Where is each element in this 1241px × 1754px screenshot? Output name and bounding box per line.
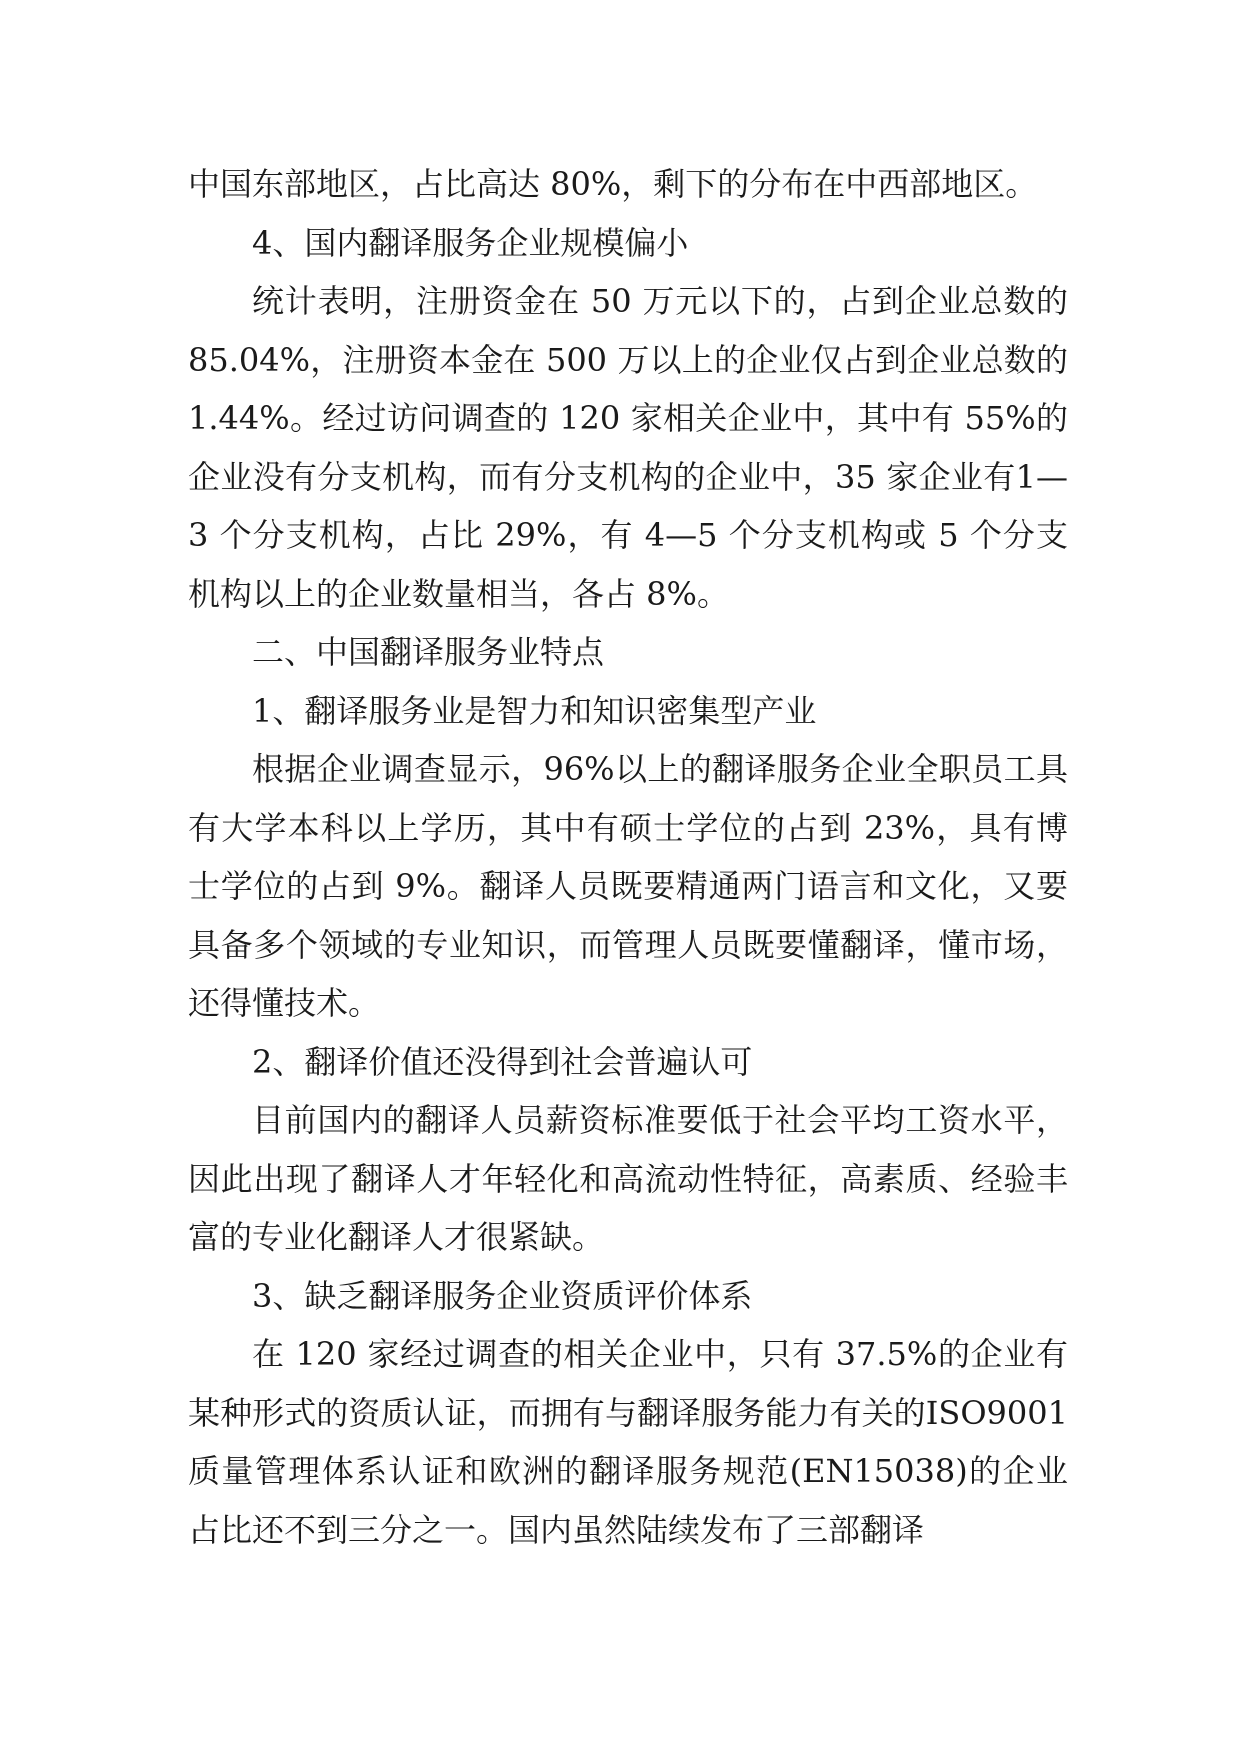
section-heading-scale: 4、国内翻译服务企业规模偏小 [252,223,689,262]
paragraph-region-distribution: 中国东部地区，占比高达 80%，剩下的分布在中西部地区。 [188,165,1038,203]
subsection-heading-qualification: 3、缺乏翻译服务企业资质评价体系 [252,1276,753,1315]
section-heading-characteristics: 二、中国翻译服务业特点 [252,633,605,671]
document-body [188,155,1068,1559]
subsection-heading-knowledge-intensive: 1、翻译服务业是智力和知识密集型产业 [252,691,817,730]
subsection-heading-value-recognition: 2、翻译价值还没得到社会普遍认可 [252,1042,753,1081]
paragraph-salary-levels: 目前国内的翻译人员薪资标准要低于社会平均工资水平，因此出现了翻译人才年轻化和高流动性特征，高素质、经验丰富的专业化翻译人才很紧缺。 [188,1101,1068,1256]
paragraph-scale-statistics: 统计表明，注册资金在 50 万元以下的，占到企业总数的 85.04%，注册资本金在 500 万以上的企业仅占到企业总数的 1.44%。经过访问调查的 120 家相关企业中，其中有 55%的企业没有分支机构，而有分支机构的企业中，35 家企业有1—3 个分支机构，占比 29%，有 4—5 个分支机构或 5 个分支机构以上的企业数量相当，各占 8%。 [188,282,1068,613]
paragraph-education-levels: 根据企业调查显示，96%以上的翻译服务企业全职员工具有大学本科以上学历，其中有硕士学位的占到 23%，具有博士学位的占到 9%。翻译人员既要精通两门语言和文化，又要具备多个领域的专业知识，而管理人员既要懂翻译，懂市场，还得懂技术。 [188,750,1068,1022]
paragraph-certification: 在 120 家经过调查的相关企业中，只有 37.5%的企业有某种形式的资质认证，而拥有与翻译服务能力有关的ISO9001 质量管理体系认证和欧洲的翻译服务规范(EN15038)的企业占比还不到三分之一。国内虽然陆续发布了三部翻译 [188,1335,1068,1549]
